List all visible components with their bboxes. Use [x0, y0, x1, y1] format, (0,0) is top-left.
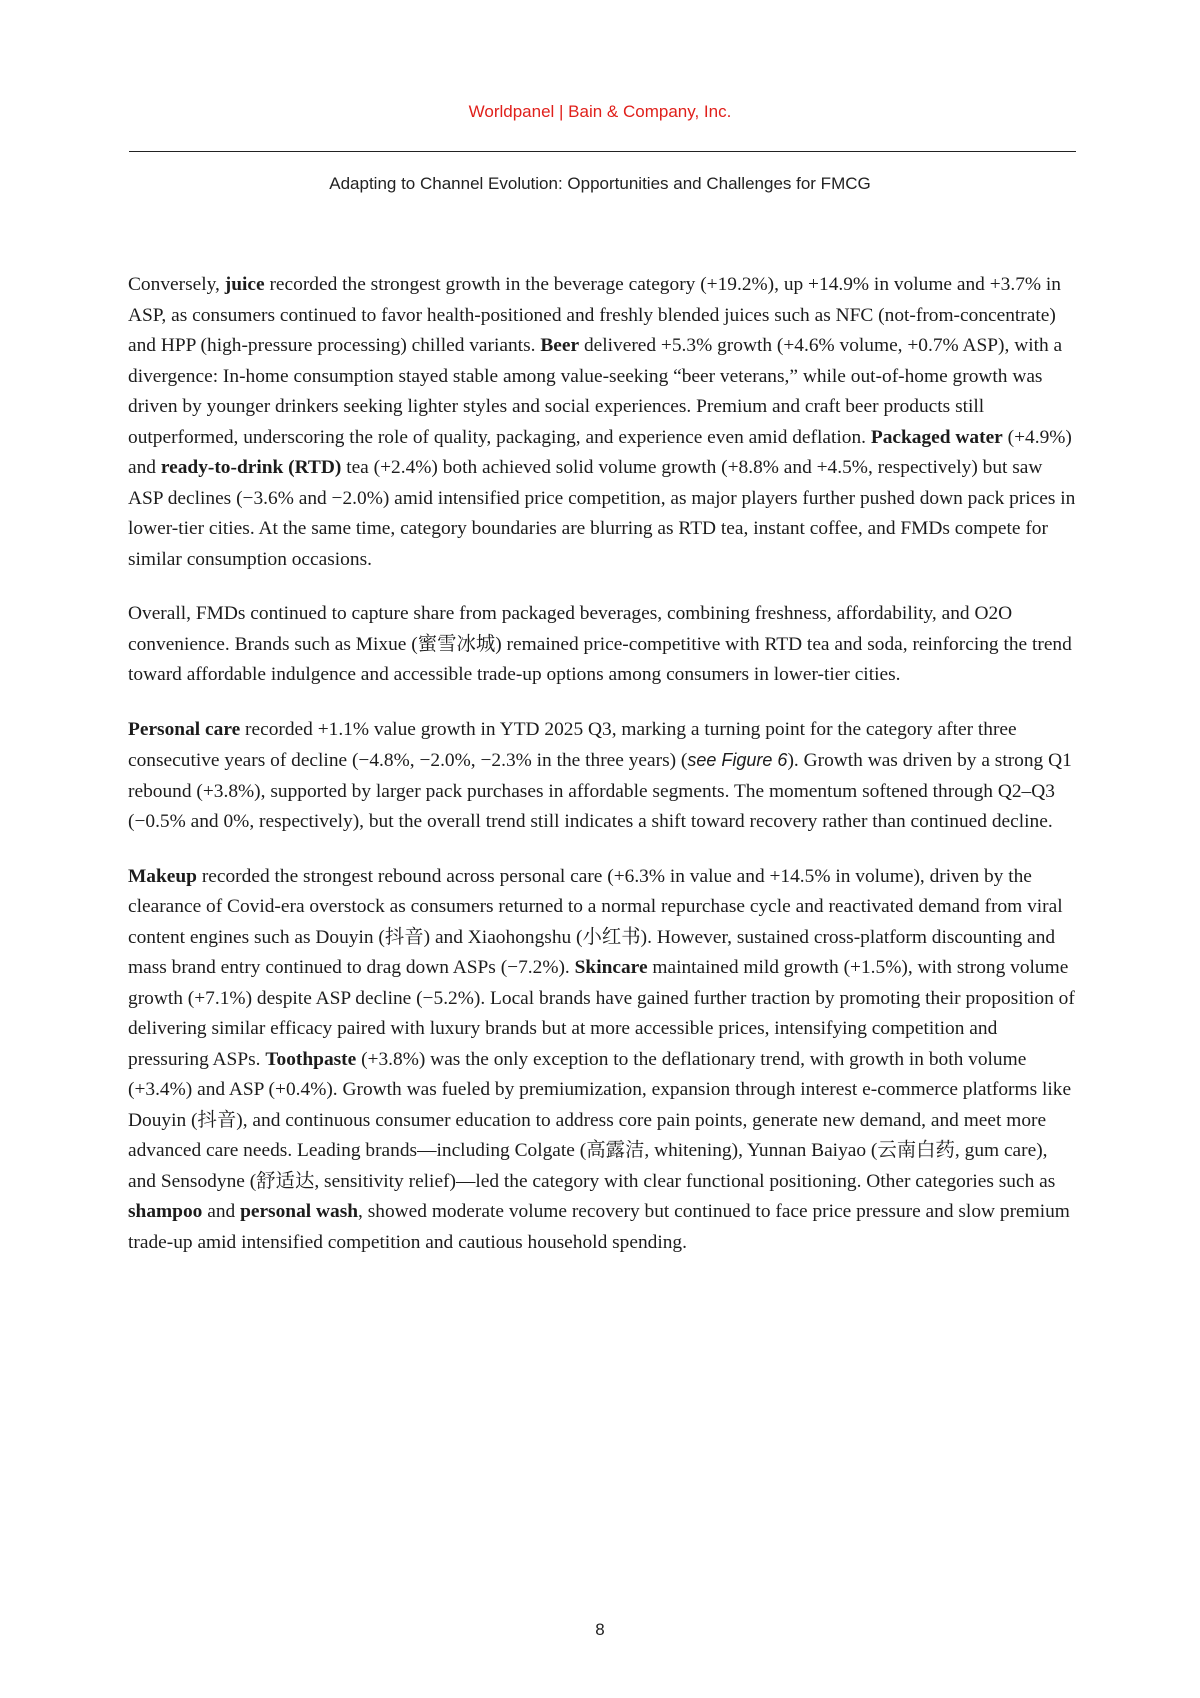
body-text [128, 270, 1078, 1282]
term-personal-wash: personal wash [240, 1201, 359, 1222]
term-beer: Beer [540, 335, 580, 356]
text-run: delivered +5.3% growth (+4.6% volume, +0.7% ASP), with a divergence: In-home consumption stayed stable among value-seeking “beer veterans,” while out-of-home growth was driven by younger drinkers seeking lighter styles and social experiences. Premium and craft beer products still outperformed, underscoring the role of quality, packaging, and experience even amid deflation. [128, 335, 1063, 448]
paragraph-beverages [128, 270, 1078, 575]
header-brand: Worldpanel | Bain & Company, Inc. [468, 102, 732, 121]
term-rtd: ready-to-drink (RTD) [160, 457, 342, 478]
paragraph-makeup [128, 862, 1078, 1259]
text-run: and [202, 1201, 241, 1222]
header-divider [129, 151, 1076, 152]
text-run: (+4.9%) and [128, 426, 1072, 478]
term-toothpaste: Toothpaste [265, 1048, 357, 1070]
term-shampoo: shampoo [128, 1201, 203, 1222]
paragraph-fmds [128, 599, 1078, 691]
text-run: recorded the strongest growth in the beverage category (+19.2%), up +14.9% in volume and +3.7% in ASP, as consumers continued to favor health-positioned and freshly blended juices such as NFC (not-from-concentrate) and HPP (high-pressure processing) chilled variants. [128, 274, 1061, 356]
term-makeup: Makeup [128, 865, 197, 887]
text-run: Overall, FMDs continued to capture share from packaged beverages, combining freshness, affordability, and O2O convenience. Brands such as Mixue (蜜雪冰城) remained price-competitive with RTD tea and soda, reinforcing the trend toward affordable indulgence and accessible trade-up options among consumers in lower-tier cities. [128, 603, 1072, 685]
term-skincare: Skincare [574, 957, 648, 978]
term-juice: juice [224, 274, 265, 295]
text-run: recorded the strongest rebound across personal care (+6.3% in value and +14.5% in volume), driven by the clearance of Covid-era overstock as consumers returned to a normal repurchase cycle and reactivated demand from viral content engines such as Douyin (抖音) and Xiaohongshu (小红书). However, sustained cross-platform discounting and mass brand entry continued to drag down ASPs (−7.2%). [128, 865, 1063, 978]
page-number: 8 [595, 1620, 605, 1639]
paragraph-personal-care [128, 715, 1078, 838]
figure-reference: see Figure 6 [687, 750, 788, 770]
text-run: recorded +1.1% value growth in YTD 2025 Q3, marking a turning point for the category after three consecutive years of decline (−4.8%, −2.0%, −2.3% in the three years) ( [128, 718, 1017, 771]
text-run: Conversely, [128, 274, 225, 295]
text-run: , showed moderate volume recovery but continued to face price pressure and slow premium trade-up amid intensified competition and cautious household spending. [128, 1201, 1070, 1253]
document-title: Adapting to Channel Evolution: Opportunities and Challenges for FMCG [329, 174, 871, 193]
term-personal-care: Personal care [128, 718, 241, 740]
text-run: tea (+2.4%) both achieved solid volume growth (+8.8% and +4.5%, respectively) but saw ASP declines (−3.6% and −2.0%) amid intensified price competition, as major players further pushed down pack prices in lower-tier cities. At the same time, category boundaries are blurring as RTD tea, instant coffee, and FMDs compete for similar consumption occasions. [128, 457, 1076, 570]
term-packaged-water: Packaged water [870, 426, 1003, 448]
text-run: maintained mild growth (+1.5%), with strong volume growth (+7.1%) despite ASP decline (−5.2%). Local brands have gained further traction by promoting their proposition of delivering similar efficacy paired with luxury brands but at more accessible prices, intensifying competition and pressuring ASPs. [128, 957, 1075, 1070]
text-run: (+3.8%) was the only exception to the deflationary trend, with growth in both volume (+3.4%) and ASP (+0.4%). Growth was fueled by premiumization, expansion through interest e-commerce platforms like Douyin (抖音), and continuous consumer education to address core pain points, generate new demand, and meet more advanced care needs. Leading brands—including Colgate (高露洁, whitening), Yunnan Baiyao (云南白药, gum care), and Sensodyne (舒适达, sensitivity relief)—led the category with clear functional positioning. Other categories such as [128, 1048, 1072, 1192]
text-run: ). Growth was driven by a strong Q1 rebound (+3.8%), supported by larger pack purchases in affordable segments. The momentum softened through Q2–Q3 (−0.5% and 0%, respectively), but the overall trend still indicates a shift toward recovery rather than continued decline. [128, 750, 1072, 832]
